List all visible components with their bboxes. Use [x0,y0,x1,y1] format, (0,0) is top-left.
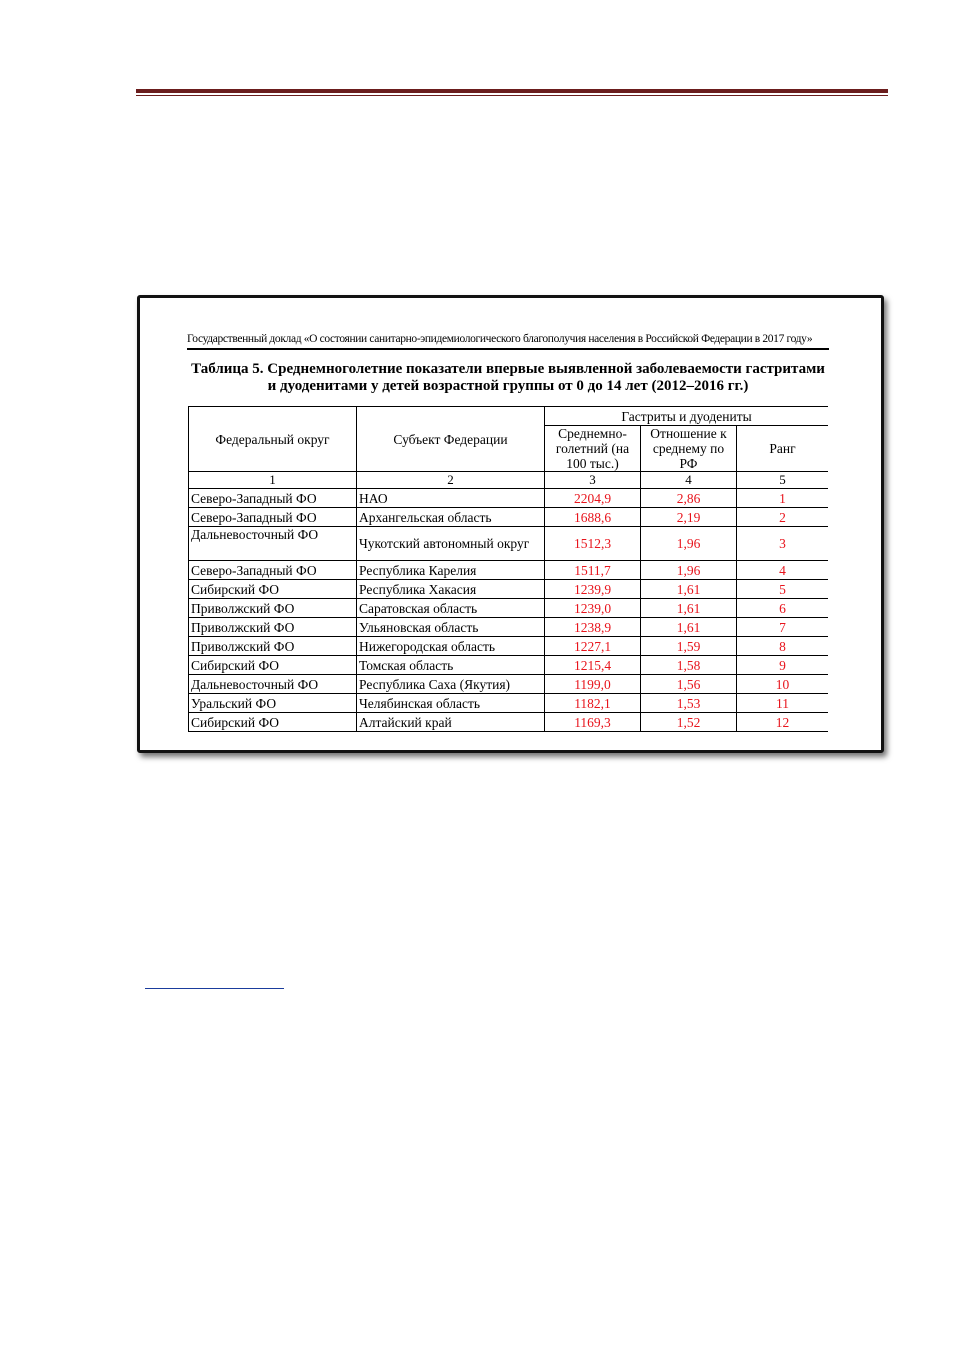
cell-district: Сибирский ФО [189,713,357,732]
cell-subject: Чукотский автономный округ [357,527,545,561]
cell-rank: 4 [737,561,829,580]
table-row [189,675,829,694]
page-header-rule-thin [136,95,888,96]
cell-district: Уральский ФО [189,694,357,713]
cell-district: Северо-Западный ФО [189,561,357,580]
cell-avg: 1169,3 [545,713,641,732]
cell-rank: 6 [737,599,829,618]
report-header-rule [187,348,829,350]
table-row [189,561,829,580]
table-figure [137,295,884,753]
table-row [189,656,829,675]
cell-avg: 1182,1 [545,694,641,713]
cell-ratio: 1,58 [641,656,737,675]
table-row [189,508,829,527]
cell-ratio: 1,59 [641,637,737,656]
cell-district: Северо-Западный ФО [189,508,357,527]
cell-ratio: 1,56 [641,675,737,694]
cell-rank: 11 [737,694,829,713]
cell-rank: 7 [737,618,829,637]
table-row [189,580,829,599]
cell-ratio: 1,96 [641,527,737,561]
cell-ratio: 1,53 [641,694,737,713]
table-container [188,406,828,740]
cell-district: Приволжский ФО [189,637,357,656]
cell-avg: 1511,7 [545,561,641,580]
cell-subject: Нижегородская область [357,637,545,656]
cell-subject: Республика Карелия [357,561,545,580]
report-header: Государственный доклад «О состоянии санитарно-эпидемиологического благополучия населения в Российской Федерации в 2017 году» [187,333,813,345]
col-number-4: 4 [641,472,737,489]
cell-ratio: 1,61 [641,599,737,618]
cell-district: Дальневосточный ФО [189,675,357,694]
col-header-district: Федеральный округ [189,407,357,472]
table-row [189,694,829,713]
col-number-2: 2 [357,472,545,489]
table-row [189,489,829,508]
cell-ratio: 2,86 [641,489,737,508]
col-header-rank: Ранг [737,426,829,472]
table-row [189,599,829,618]
cell-ratio: 1,52 [641,713,737,732]
cell-rank: 2 [737,508,829,527]
cell-ratio: 1,96 [641,561,737,580]
col-header-subject: Субъект Федерации [357,407,545,472]
cell-subject: Томская область [357,656,545,675]
cell-avg: 1239,9 [545,580,641,599]
cell-avg: 1199,0 [545,675,641,694]
cell-avg: 1512,3 [545,527,641,561]
col-number-1: 1 [189,472,357,489]
cell-rank: 12 [737,713,829,732]
cell-rank: 3 [737,527,829,561]
cell-rank: 8 [737,637,829,656]
cell-subject: Ульяновская область [357,618,545,637]
cell-ratio: 2,19 [641,508,737,527]
cell-subject: Республика Саха (Якутия) [357,675,545,694]
cell-ratio: 1,61 [641,618,737,637]
table-row [189,713,829,732]
cell-rank: 9 [737,656,829,675]
cell-avg: 1215,4 [545,656,641,675]
col-number-5: 5 [737,472,829,489]
cell-avg: 1688,6 [545,508,641,527]
cell-rank: 1 [737,489,829,508]
col-header-ratio: Отношение к среднему по РФ [641,426,737,472]
cell-avg: 2204,9 [545,489,641,508]
cell-avg: 1238,9 [545,618,641,637]
table-row [189,618,829,637]
cell-subject: Алтайский край [357,713,545,732]
cell-district: Приволжский ФО [189,618,357,637]
cell-district: Приволжский ФО [189,599,357,618]
col-header-group: Гастриты и дуодениты [545,407,829,426]
morbidity-table [188,406,828,732]
cell-district: Дальневосточный ФО [189,527,357,561]
cell-rank: 10 [737,675,829,694]
table-title: Таблица 5. Среднемноголетние показатели впервые выявленной заболеваемости гастритами и дуоденитами у детей возрастной группы от 0 до 14 лет (2012–2016 гг.) [191,361,825,394]
table-row [189,527,829,561]
cell-subject: Саратовская область [357,599,545,618]
col-number-3: 3 [545,472,641,489]
cell-district: Северо-Западный ФО [189,489,357,508]
cell-subject: Челябинская область [357,694,545,713]
cell-subject: НАО [357,489,545,508]
cell-rank: 5 [737,580,829,599]
cell-avg: 1239,0 [545,599,641,618]
footnote-separator [145,988,284,989]
col-header-avg: Среднемно-голетний (на 100 тыс.) [545,426,641,472]
cell-district: Сибирский ФО [189,580,357,599]
cell-avg: 1227,1 [545,637,641,656]
table-row [189,637,829,656]
page-header-rule-thick [136,89,888,93]
cell-subject: Республика Хакасия [357,580,545,599]
cell-district: Сибирский ФО [189,656,357,675]
cell-subject: Архангельская область [357,508,545,527]
cell-ratio: 1,61 [641,580,737,599]
